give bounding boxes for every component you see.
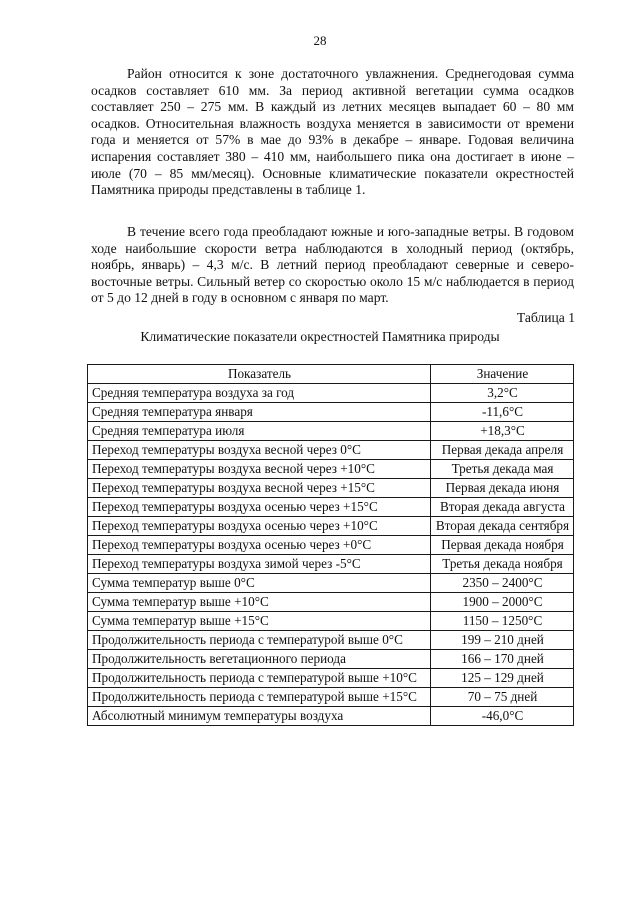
- value-cell: 125 – 129 дней: [431, 669, 574, 688]
- indicator-cell: Продолжительность периода с температурой выше +15°С: [88, 688, 431, 707]
- paragraph-text: Район относится к зоне достаточного увлажнения. Среднегодовая сумма осадков составляет 610 мм. За период активной вегетации сумма осадков составляет 250 – 275 мм. В каждый из летних месяцев выпадает 60 – 80 мм осадков. Относительная влажность воздуха меняется в зависимости от времени года и меняется от 57% в мае до 93% в декабре – январе. Годовая величина испарения составляет 380 – 410 мм, наибольшего пика она достигает в июне – июле (70 – 85 мм/месяц). Основные климатические показатели окрестностей Памятника природы представлены в таблице 1.: [91, 66, 574, 198]
- table-row: [88, 460, 574, 479]
- indicator-cell: Средняя температура июля: [88, 422, 431, 441]
- table-row: [88, 707, 574, 726]
- indicator-cell: Сумма температур выше +15°С: [88, 612, 431, 631]
- table-row: [88, 650, 574, 669]
- paragraph-winds: [91, 224, 574, 307]
- indicator-cell: Переход температуры воздуха осенью через +15°С: [88, 498, 431, 517]
- table-body: [88, 384, 574, 726]
- value-cell: 3,2°С: [431, 384, 574, 403]
- value-cell: 1900 – 2000°С: [431, 593, 574, 612]
- table-label: Таблица 1: [516, 310, 575, 325]
- table-row: [88, 669, 574, 688]
- indicator-cell: Переход температуры воздуха весной через +15°С: [88, 479, 431, 498]
- table-title: Климатические показатели окрестностей Памятника природы: [140, 329, 500, 344]
- value-cell: Первая декада апреля: [431, 441, 574, 460]
- value-cell: Третья декада мая: [431, 460, 574, 479]
- indicator-cell: Средняя температура января: [88, 403, 431, 422]
- value-cell: -11,6°С: [431, 403, 574, 422]
- table-row: [88, 517, 574, 536]
- indicator-cell: Абсолютный минимум температуры воздуха: [88, 707, 431, 726]
- value-cell: 199 – 210 дней: [431, 631, 574, 650]
- value-cell: Вторая декада сентября: [431, 517, 574, 536]
- indicator-cell: Продолжительность вегетационного периода: [88, 650, 431, 669]
- value-cell: Первая декада ноября: [431, 536, 574, 555]
- table-row: [88, 593, 574, 612]
- value-cell: Вторая декада августа: [431, 498, 574, 517]
- page-number: 28: [313, 33, 327, 48]
- table-row: [88, 498, 574, 517]
- table-row: [88, 384, 574, 403]
- table-row: [88, 631, 574, 650]
- value-cell: 166 – 170 дней: [431, 650, 574, 669]
- indicator-cell: Переход температуры воздуха осенью через +10°С: [88, 517, 431, 536]
- table-row: [88, 422, 574, 441]
- indicator-cell: Продолжительность периода с температурой выше +10°С: [88, 669, 431, 688]
- indicator-cell: Переход температуры воздуха весной через +10°С: [88, 460, 431, 479]
- value-cell: Первая декада июня: [431, 479, 574, 498]
- indicator-cell: Средняя температура воздуха за год: [88, 384, 431, 403]
- table-row: [88, 555, 574, 574]
- table-row: [88, 403, 574, 422]
- indicator-cell: Продолжительность периода с температурой выше 0°С: [88, 631, 431, 650]
- value-cell: Третья декада ноября: [431, 555, 574, 574]
- table-row: [88, 479, 574, 498]
- indicator-cell: Сумма температур выше +10°С: [88, 593, 431, 612]
- value-cell: 70 – 75 дней: [431, 688, 574, 707]
- header-indicator: Показатель: [88, 365, 431, 384]
- paragraph-precipitation: [91, 66, 574, 199]
- table-row: [88, 536, 574, 555]
- table-row: [88, 612, 574, 631]
- climate-table: [87, 364, 574, 726]
- table-row: [88, 574, 574, 593]
- value-cell: -46,0°С: [431, 707, 574, 726]
- indicator-cell: Переход температуры воздуха весной через 0°С: [88, 441, 431, 460]
- header-value: Значение: [431, 365, 574, 384]
- table-row: [88, 688, 574, 707]
- table-row: [88, 441, 574, 460]
- indicator-cell: Сумма температур выше 0°С: [88, 574, 431, 593]
- indicator-cell: Переход температуры воздуха зимой через -5°С: [88, 555, 431, 574]
- value-cell: 2350 – 2400°С: [431, 574, 574, 593]
- value-cell: +18,3°С: [431, 422, 574, 441]
- table-header-row: [88, 365, 574, 384]
- value-cell: 1150 – 1250°С: [431, 612, 574, 631]
- paragraph-text: В течение всего года преобладают южные и юго-западные ветры. В годовом ходе наибольшие скорости ветра наблюдаются в холодный период (октябрь, ноябрь, январь) – 4,3 м/с. В летний период преобладают северные и северо-восточные ветры. Сильный ветер со скоростью около 15 м/с наблюдается в период от 5 до 12 дней в году в основном с января по март.: [91, 224, 574, 306]
- indicator-cell: Переход температуры воздуха осенью через +0°С: [88, 536, 431, 555]
